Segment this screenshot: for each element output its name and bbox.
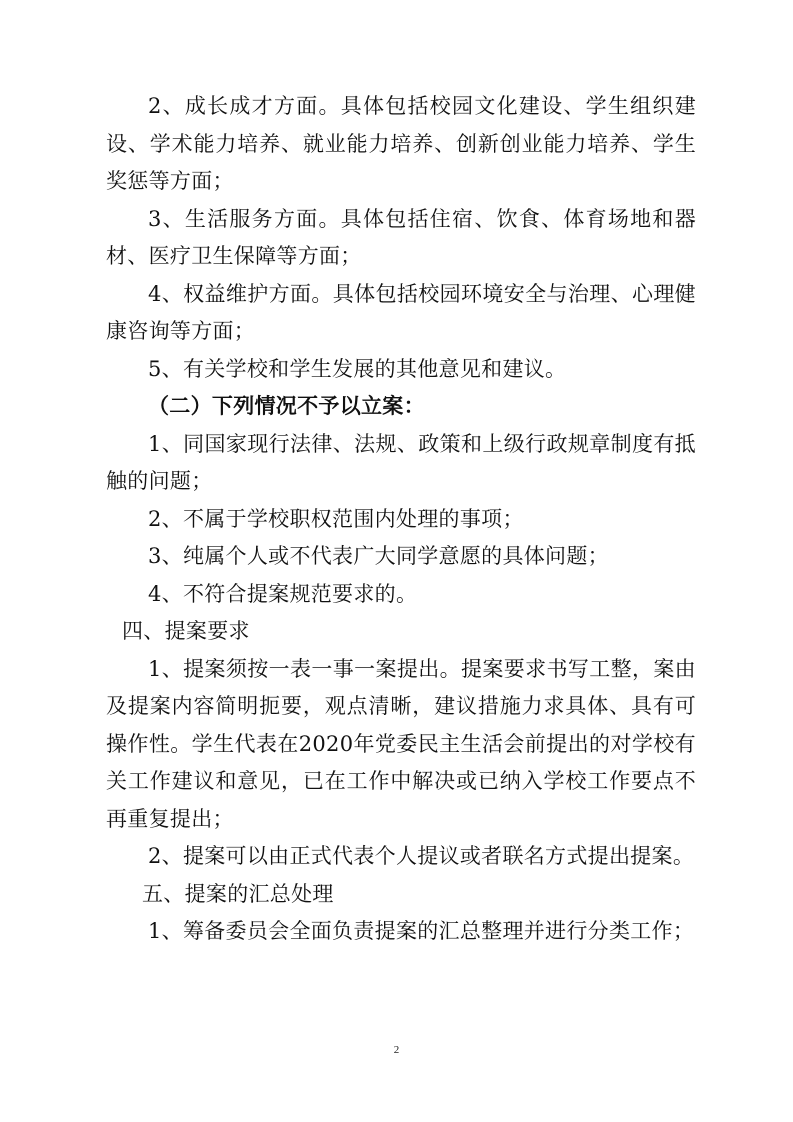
- subheading-not-filed: （二）下列情况不予以立案：: [148, 394, 425, 418]
- section-heading-summary-processing: 五、提案的汇总处理: [142, 881, 334, 906]
- paragraph-outside-jurisdiction: 2、不属于学校职权范围内处理的事项；: [148, 506, 524, 531]
- paragraph-conflict-with-law: 1、同国家现行法律、法规、政策和上级行政规章制度有抵触的问题；: [106, 431, 696, 493]
- paragraph-living-services: 3、生活服务方面。具体包括住宿、饮食、体育场地和器材、医疗卫生保障等方面；: [106, 206, 696, 268]
- paragraph-personal-issues: 3、纯属个人或不代表广大同学意愿的具体问题；: [148, 544, 609, 568]
- section-heading-proposal-requirements: 四、提案要求: [122, 619, 250, 643]
- paragraph-other-suggestions: 5、有关学校和学生发展的其他意见和建议。: [148, 356, 567, 381]
- paragraph-joint-proposal: 2、提案可以由正式代表个人提议或者联名方式提出提案。: [148, 844, 695, 868]
- paragraph-rights-protection: 4、权益维护方面。具体包括校园环境安全与治理、心理健康咨询等方面；: [106, 281, 696, 343]
- paragraph-preparatory-committee: 1、筹备委员会全面负责提案的汇总整理并进行分类工作；: [148, 919, 695, 943]
- page-number: 2: [393, 1044, 400, 1056]
- paragraph-growth: 2、成长成才方面。具体包括校园文化建设、学生组织建设、学术能力培养、就业能力培养、创新创业能力培养、学生奖惩等方面；: [106, 94, 696, 193]
- document-body: [106, 88, 696, 951]
- paragraph-not-compliant: 4、不符合提案规范要求的。: [148, 581, 418, 606]
- paragraph-one-table-one-matter: 1、提案须按一表一事一案提出。提案要求书写工整，案由及提案内容简明扼要，观点清晰，建议措施力求具体、具有可操作性。学生代表在2020年党委民主生活会前提出的对学校有关工作建议和意见，已在工作中解决或已纳入学校工作要点不再重复提出；: [106, 656, 696, 831]
